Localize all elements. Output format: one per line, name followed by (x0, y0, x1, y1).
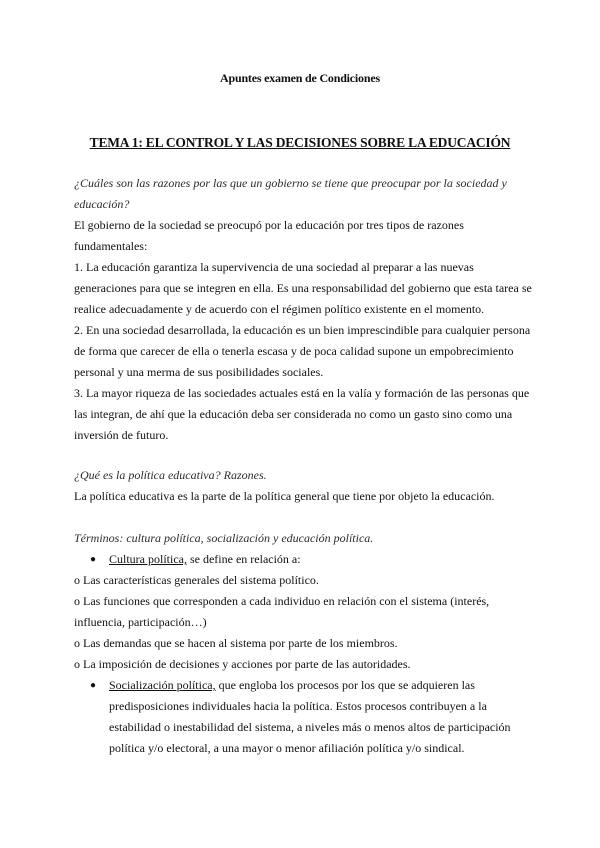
cultura-subitem-4: o La imposición de decisiones y acciones por parte de las autoridades. (74, 657, 411, 671)
cultura-subitem-2: o Las funciones que corresponden a cada individuo en relación con el sistema (interés, influencia, participación…) (74, 594, 490, 629)
socializacion-definition: que engloba los procesos por los que se adquieren las predisposiciones individuales hacia la política. Estos procesos contribuyen a la estabilidad o inestabilidad del sistema, a niveles más o menos altos de participación política y/o electoral, a una mayor o menor afiliación política y/o sindical. (109, 678, 511, 755)
document-title: Apuntes examen de Condiciones (220, 71, 380, 85)
term-cultura-politica: Cultura política, (109, 552, 187, 566)
reason-point-3: 3. La mayor riqueza de las sociedades actuales está en la valía y formación de las personas que las integran, de ahí que la educación deba ser considerada no como un gasto sino como una inversión de futuro. (74, 386, 530, 442)
reason-point-1: 1. La educación garantiza la supervivencia de una sociedad al preparar a las nuevas generaciones para que se integren en ella. Es una responsabilidad del gobierno que esta tarea se realice adecuadamente y de acuerdo con el régimen político existente en el momento. (74, 260, 532, 316)
cultura-definition: se define en relación a: (186, 552, 301, 566)
policy-answer: La política educativa es la parte de la política general que tiene por objeto la educación. (74, 489, 495, 503)
section-heading: TEMA 1: EL CONTROL Y LAS DECISIONES SOBRE LA EDUCACIÓN (89, 135, 511, 150)
question-policy: ¿Qué es la política educativa? Razones. (74, 468, 267, 482)
cultura-subitem-3: o Las demandas que se hacen al sistema por parte de los miembros. (74, 636, 398, 650)
bullet-cultura-politica (74, 549, 534, 570)
section-terms (74, 528, 534, 759)
bullet-icon: ● (90, 554, 97, 565)
cultura-subitem-1: o Las características generales del sistema político. (74, 573, 319, 587)
reason-point-2: 2. En una sociedad desarrollada, la educación es un bien imprescindible para cualquier persona de forma que carecer de ella o tenerla escasa y de poca calidad supone un empobrecimiento personal y una merma de sus posibilidades sociales. (74, 323, 531, 379)
section-policy (74, 465, 534, 507)
reasons-intro: El gobierno de la sociedad se preocupó por la educación por tres tipos de razones fundamentales: (74, 218, 464, 253)
question-reasons: ¿Cuáles son las razones por las que un gobierno se tiene que preocupar por la sociedad y educación? (74, 176, 507, 211)
terms-heading: Términos: cultura política, socialización y educación política. (74, 531, 374, 545)
bullet-icon: ● (90, 680, 97, 691)
section-reasons (74, 173, 534, 446)
bullet-socializacion-politica (74, 675, 534, 759)
term-socializacion-politica: Socialización política, (109, 678, 216, 692)
